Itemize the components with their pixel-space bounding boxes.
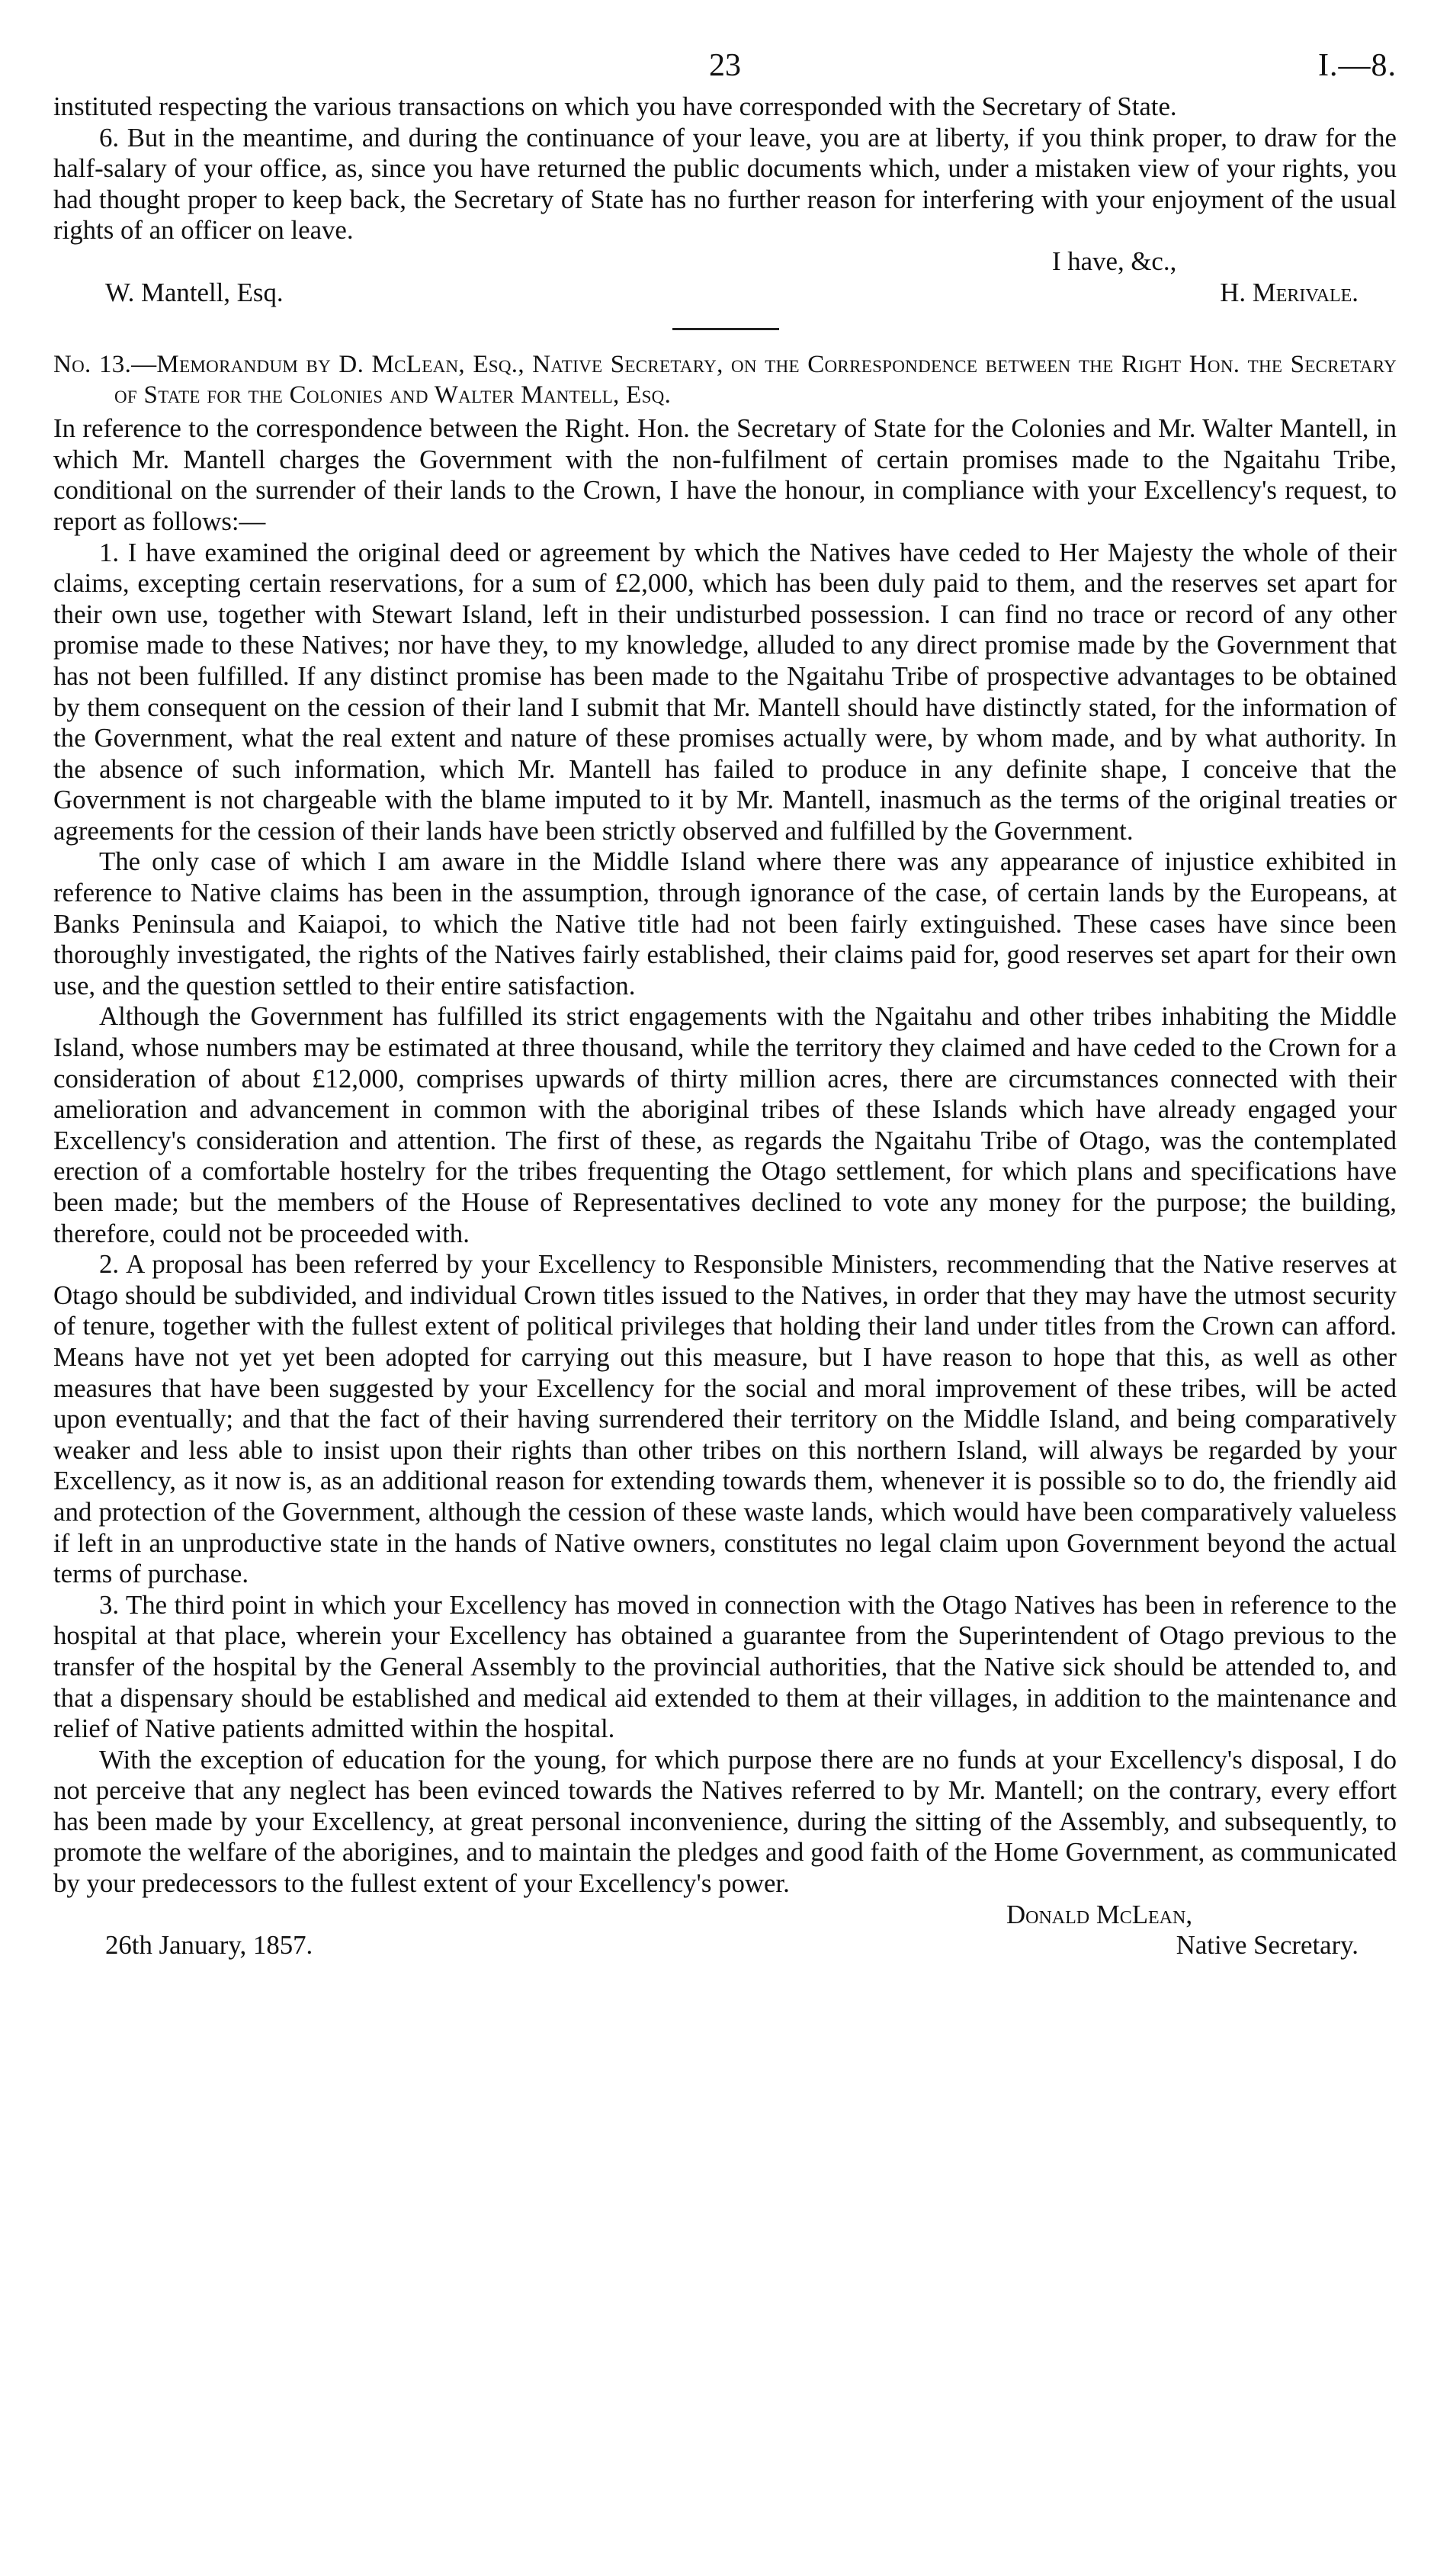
section-divider: [53, 308, 1397, 349]
divider-rule: [672, 328, 779, 330]
memo-paragraph: 3. The third point in which your Excellency has moved in connection with the Otago Natives has been in reference to the hospital at that place, wherein your Excellency has obtained a guarantee from the Superintendent of Otago previous to the transfer of the hospital by the General Assembly to the provincial authorities, that the Native sick should be attended to, and that a dispensary should be established and medical aid extended to them at their villages, in addition to the maintenance and relief of Native patients admitted within the hospital.: [53, 1589, 1397, 1744]
page-number: 23: [709, 48, 741, 83]
memorandum-section: [53, 349, 1397, 1961]
letter-signature-row: [53, 278, 1397, 309]
letter-addressee: W. Mantell, Esq.: [105, 277, 284, 307]
letter-closing: I have, &c.,: [1052, 246, 1177, 276]
letter-continuation: instituted respecting the various transactions on which you have corresponded with the Secretary of State.: [53, 92, 1177, 121]
document-page: [53, 0, 1397, 1961]
memo-paragraph: With the exception of education for the young, for which purpose there are no funds at your Excellency's disposal, I do not perceive that any neglect has been evinced towards the Natives referred to by Mr. Mantell; on the contrary, every effort has been made by your Excellency, at great personal inconvenience, during the sitting of the Assembly, and subsequently, to promote the welfare of the aborigines, and to maintain the pledges and good faith of the Home Government, as communicated by your predecessors to the fullest extent of your Excellency's power.: [53, 1744, 1397, 1899]
memo-date-row: [53, 1930, 1397, 1961]
memo-paragraph: The only case of which I am aware in the Middle Island where there was any appearance of injustice exhibited in reference to Native claims has been in the assumption, through ignorance of the case, of certain lands by the Europeans, at Banks Peninsula and Kaiapoi, to which the Native title had not been fairly extinguished. These cases have since been thoroughly investigated, the rights of the Natives fairly established, their claims paid for, good reserves set apart for their own use, and the question settled to their entire satisfaction.: [53, 846, 1397, 1001]
memo-paragraph: 1. I have examined the original deed or agreement by which the Natives have ceded to Her Majesty the whole of their claims, excepting certain reservations, for a sum of £2,000, which has been duly paid to them, and the reserves set apart for their own use, together with Stewart Island, left in their undisturbed possession. I can find no trace or record of any other promise made to these Natives; nor have they, to my knowledge, alluded to any direct promise made by the Government that has not been fulfilled. If any distinct promise has been made to the Ngaitahu Tribe of prospective advantages to be obtained by them consequent on the cession of their land I submit that Mr. Mantell should have distinctly stated, for the information of the Government, what the real extent and nature of these promises actually were, by whom made, and by what authority. In the absence of such information, which Mr. Mantell has failed to produce in any definite shape, I conceive that the Government is not chargeable with the blame imputed to it by Mr. Mantell, inasmuch as the terms of the original treaties or agreements for the cession of their lands have been strictly observed and fulfilled by the Government.: [53, 537, 1397, 846]
memo-signatory: Donald McLean,: [1006, 1899, 1193, 1929]
memo-signatory-row: [53, 1900, 1397, 1931]
letter-signature: H. Merivale.: [1220, 277, 1359, 307]
memo-paragraph: 2. A proposal has been referred by your Excellency to Responsible Ministers, recommending that the Native reserves at Otago should be subdivided, and individual Crown titles issued to the Natives, in order that they may have the utmost security of tenure, together with the fullest extent of political privileges that holding their land under titles from the Crown can afford. Means have not yet yet been adopted for carrying out this measure, but I have reason to hope that this, as well as other measures that have been suggested by your Excellency for the social and moral improvement of these tribes, will be acted upon eventually; and that the fact of their having surrendered their territory on the Middle Island, and being comparatively weaker and less able to insist upon their rights than other tribes on this northern Island, will always be regarded by your Excellency, as it now is, as an additional reason for extending towards them, whenever it is possible so to do, the friendly aid and protection of the Government, although the cession of these waste lands, which would have been comparatively valueless if left in an unproductive state in the hands of Native owners, constitutes no legal claim upon Government beyond the actual terms of purchase.: [53, 1249, 1397, 1589]
page-header: [53, 0, 1397, 92]
memorandum-heading: No. 13.—Memorandum by D. McLean, Esq., Native Secretary, on the Correspondence between the Right Hon. the Secretary of State for the Colonies and Walter Mantell, Esq.: [53, 351, 1397, 410]
document-reference: I.—8.: [1318, 48, 1397, 83]
letter-section: [53, 92, 1397, 308]
memo-signatory-title: Native Secretary.: [1176, 1930, 1359, 1961]
letter-closing-row: [53, 246, 1397, 278]
memo-paragraph: In reference to the correspondence between the Right. Hon. the Secretary of State for the Colonies and Mr. Walter Mantell, in which Mr. Mantell charges the Government with the non-fulfilment of certain promises made to the Ngaitahu Tribe, conditional on the surrender of their lands to the Crown, I have the honour, in compliance with your Excellency's request, to report as follows:—: [53, 413, 1397, 536]
memo-date: 26th January, 1857.: [105, 1930, 313, 1961]
memo-paragraph: Although the Government has fulfilled its strict engagements with the Ngaitahu and other tribes inhabiting the Middle Island, whose numbers may be estimated at three thousand, while the territory they claimed and have ceded to the Crown for a consideration of about £12,000, comprises upwards of thirty million acres, there are circumstances connected with their amelioration and advancement in common with the aboriginal tribes of these Islands which have already engaged your Excellency's consideration and attention. The first of these, as regards the Ngaitahu Tribe of Otago, was the contemplated erection of a comfortable hostelry for the tribes frequenting the Otago settlement, for which plans and specifications have been made; but the members of the House of Representatives declined to vote any money for the purpose; the building, therefore, could not be proceeded with.: [53, 1001, 1397, 1248]
letter-paragraph-6: 6. But in the meantime, and during the continuance of your leave, you are at liberty, if you think proper, to draw for the half-salary of your office, as, since you have returned the public documents which, under a mistaken view of your rights, you had thought proper to keep back, the Secretary of State has no further reason for interfering with your enjoyment of the usual rights of an officer on leave.: [53, 122, 1397, 246]
